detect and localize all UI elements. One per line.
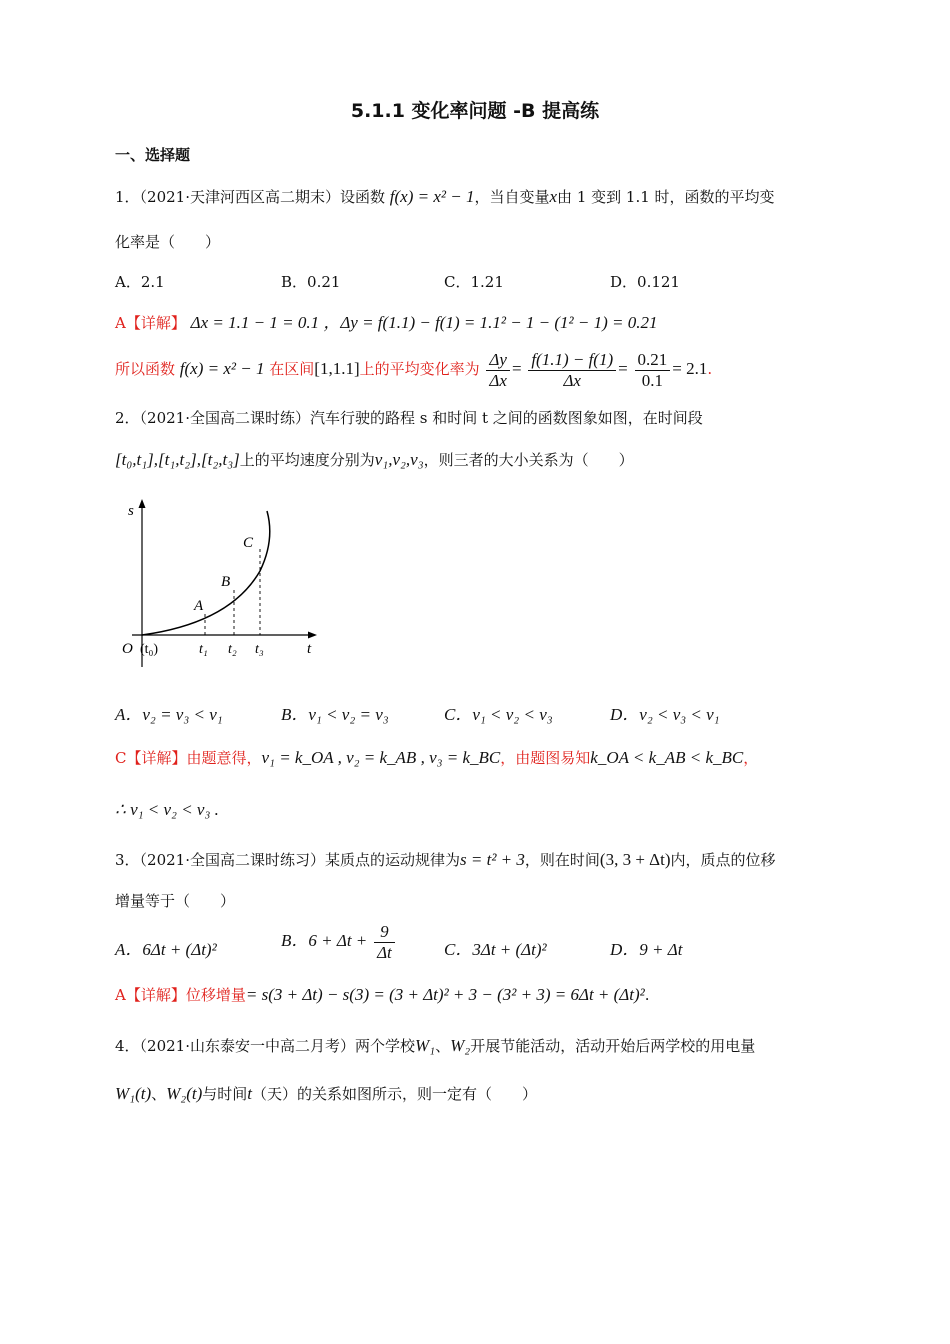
stem-text: 设函数 [340,188,386,206]
stem-text: ，当自变量 [474,188,550,206]
option-d: D．v₂ < v₃ < v₁ [610,705,720,724]
interval: [1,1.1] [314,359,360,379]
school-w1: W₁ [415,1036,436,1055]
function-definition: f(x) = x² − 1 [179,359,265,379]
period: . [707,360,713,379]
stem-text: 上的平均速度分别为 [239,451,375,469]
option-c: C．1.21 [444,273,504,291]
answer-3 [115,985,650,1005]
question-number: 3． [115,851,140,869]
option-d: D．0.121 [610,273,680,291]
solution-text: 所以函数 [115,360,176,379]
solution-text: 上的平均变化率为 [359,360,480,379]
t-axis-arrow [308,632,317,639]
option-b: B．0.21 [281,273,341,291]
stem-text: 由 1 变到 1.1 时，函数的平均变 [557,188,775,206]
fraction-numerator: f(1.1) − f(1) [528,350,616,371]
solution-math: v₁ = k_OA , v₂ = k_AB , v₃ = k_BC [261,748,501,767]
stem-text: 两个学校 [355,1037,416,1055]
question-4-stem-line2 [115,1084,537,1104]
period: . [644,986,650,1004]
w2-of-t: W₂(t) [166,1084,203,1103]
option-b: B．v₁ < v₂ = v₃ [281,705,389,724]
question-3-stem [115,850,776,870]
label-t2: t₂ [228,642,237,657]
question-1-stem-line2: 化率是（ ） [115,233,221,251]
fraction-denominator: 0.1 [641,370,663,390]
w1-of-t: W₁(t) [115,1084,152,1103]
label-point-c: C [243,535,254,551]
page-title: 5.1.1 变化率问题 -B 提高练 [350,100,600,122]
label-point-b: B [221,574,231,590]
solution-math: Δx = 1.1 − 1 = 0.1 ，Δy = f(1.1) − f(1) = 1.1² − 1 − (1² − 1) = 0.21 [190,313,658,332]
option-c: C．3Δt + (Δt)² [444,940,547,959]
stem-text: 开展节能活动，活动开始后两学校的用电量 [470,1037,756,1055]
solution-text: 由题意得， [186,749,262,767]
stem-text: 某质点的运动规律为 [325,851,461,869]
question-2-stem-line2 [115,450,634,470]
separator: 、 [151,1085,167,1103]
question-2-stem [115,409,703,427]
question-source: （2021·全国高二课时练） [139,409,310,427]
section-heading: 一、选择题 [115,146,191,164]
label-s: s [128,503,134,519]
fraction-numerator: 0.21 [635,350,671,371]
separator: 、 [435,1037,451,1055]
fraction-dy-dx [486,350,510,390]
solution-text: 在区间 [269,360,315,379]
fraction-numeric [635,350,671,390]
question-1-stem [115,187,775,207]
stem-text: ，则在时间 [524,851,600,869]
stem-text: （天）的关系如图所示，则一定有（ ） [252,1085,538,1103]
option-a: A．6Δt + (Δt)² [115,940,217,959]
fraction-numerator: 9 [374,922,395,943]
variable-t: t [247,1084,253,1103]
label-t0: (t₀) [140,642,159,657]
stem-text: 汽车行驶的路程 s 和时间 t 之间的函数图象如图，在时间段 [310,409,703,427]
speeds: v₁,v₂,v₃ [374,450,424,469]
fraction-numerator: Δy [486,350,510,371]
variable-x: x [549,187,558,206]
label-point-a: A [194,598,204,614]
option-c: C．v₁ < v₂ < v₃ [444,705,553,724]
stem-text: 内，质点的位移 [670,851,776,869]
motion-law: s = t² + 3 [460,850,525,869]
result: = 2.1 [672,359,708,379]
option-text: B．6 + Δt + [281,931,368,951]
solution-text: ，由题图易知 [500,749,591,767]
answer-1-line2: 所以函数 f(x) = x² − 1 在区间[1,1.1]上的平均变化率为 $\frac{\Delta y}{\Delta x}$ = $\frac{f(1.1) - f(1)}{\Delta x}$ = $\frac{0.21}{0.1}$ = 2.1. [115,350,713,390]
answer-2-line1 [115,748,758,768]
answer-1-line1 [115,313,658,333]
option-a: A．v₂ = v₃ < v₁ [115,705,223,724]
answer-label: A【详解】 [115,986,186,1004]
option-b [281,922,397,962]
stem-text: ，则三者的大小关系为（ ） [423,451,634,469]
question-4-stem [115,1036,755,1056]
fraction-denominator: Δx [563,370,581,390]
s-axis-arrow [139,499,146,508]
option-a: A．2.1 [115,273,165,291]
question-source: （2021·全国高二课时练习） [139,851,325,869]
solution-math: = s(3 + Δt) − s(3) = (3 + Δt)² + 3 − (3² + 3) = 6Δt + (Δt)² [245,985,645,1004]
answer-2-conclusion: ∴ v₁ < v₂ < v₃ . [115,800,219,819]
solution-text: 位移增量 [185,986,246,1004]
question-source: （2021·天津河西区高二期末） [139,188,340,206]
school-w2: W₂ [450,1036,471,1055]
label-t1: t₁ [199,642,208,657]
fraction-f-diff [528,350,616,390]
solution-text: ， [743,749,759,767]
answer-label: A【详解】 [115,314,186,332]
distance-time-graph [110,495,335,675]
question-number: 2． [115,409,140,427]
question-source: （2021·山东泰安一中高二月考） [139,1037,355,1055]
fraction-denominator: Δt [377,942,392,962]
label-t3: t₃ [255,642,264,657]
answer-label: C【详解】 [115,749,187,767]
label-t: t [307,641,312,657]
label-origin: O [122,641,133,657]
question-number: 1． [115,188,140,206]
option-d: D．9 + Δt [610,940,683,959]
time-intervals: [t₀,t₁],[t₁,t₂],[t₂,t₃] [115,450,240,469]
curve [142,511,270,635]
function-definition: f(x) = x² − 1 [389,187,475,206]
question-number: 4． [115,1037,140,1055]
fraction-9-over-dt [374,922,395,962]
solution-math: k_OA < k_AB < k_BC [590,748,744,767]
question-3-stem-line2: 增量等于（ ） [115,892,236,910]
time-interval: (3, 3 + Δt) [599,850,671,869]
stem-text: 与时间 [202,1085,248,1103]
fraction-denominator: Δx [489,370,507,390]
